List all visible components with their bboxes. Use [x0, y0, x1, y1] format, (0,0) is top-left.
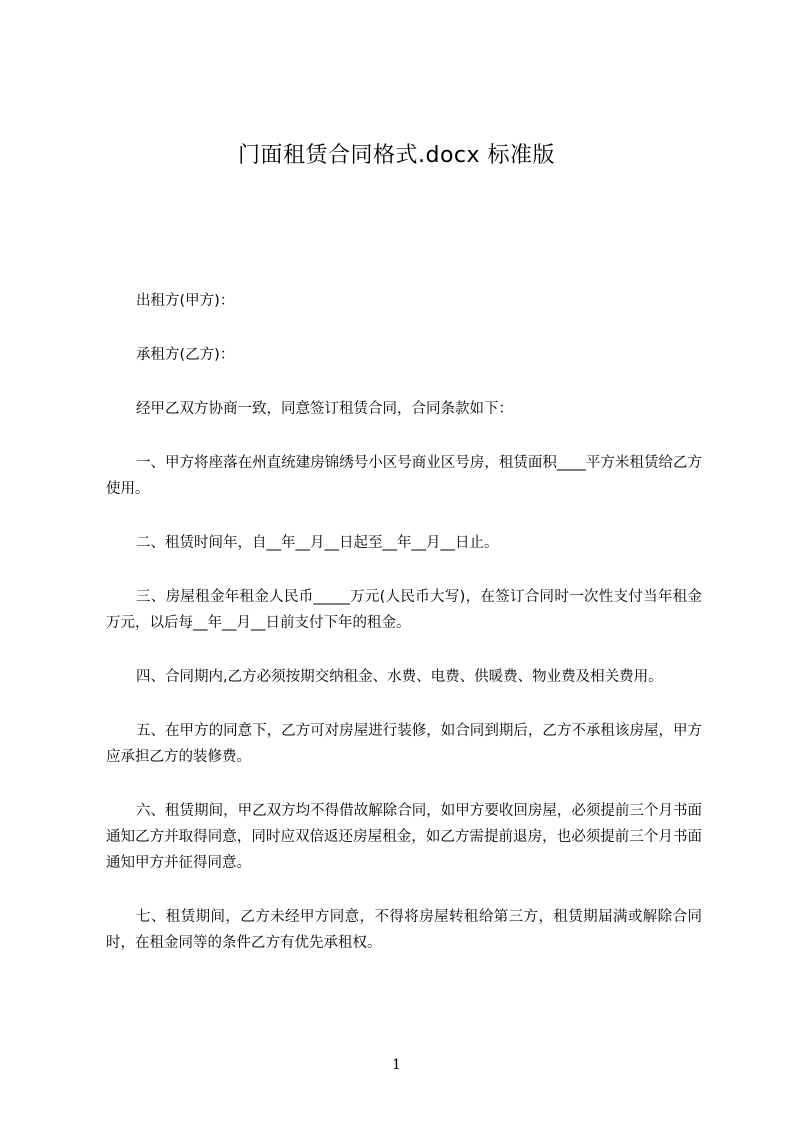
- paragraph-lessor: 出租方(甲方)：: [136, 293, 235, 309]
- paragraph-clause-6: 六、租赁期间，甲乙双方均不得借故解除合同，如甲方要收回房屋，必须提前三个月书面通知乙方并取得同意，同时应双倍返还房屋租金，如乙方需提前退房，也必须提前三个月书面通知甲方并征得同意。: [106, 803, 702, 871]
- page-number: 1: [392, 1057, 401, 1073]
- paragraph-clause-2: 二、租赁时间年，自__年__月__日起至__年__月__日止。: [136, 535, 499, 551]
- paragraph-clause-1: 一、甲方将座落在州直统建房锦绣号小区号商业区号房，租赁面积____平方米租赁给乙方使用。: [106, 455, 702, 497]
- paragraph-clause-3: 三、房屋租金年租金人民币_____万元(人民币大写)，在签订合同时一次性支付当年租金万元，以后每__年__月__日前支付下年的租金。: [106, 589, 702, 631]
- paragraph-preamble: 经甲乙双方协商一致，同意签订租赁合同，合同条款如下：: [136, 401, 513, 417]
- document-body: [106, 288, 702, 984]
- paragraph-clause-5: 五、在甲方的同意下，乙方可对房屋进行装修，如合同到期后，乙方不承租该房屋，甲方应承担乙方的装修费。: [106, 723, 702, 765]
- paragraph-lessee: 承租方(乙方)：: [136, 347, 235, 363]
- paragraph-clause-4: 四、合同期内,乙方必须按期交纳租金、水费、电费、供暖费、物业费及相关费用。: [136, 669, 663, 685]
- document-title: 门面租赁合同格式.docx 标准版: [237, 143, 556, 168]
- paragraph-clause-7: 七、租赁期间，乙方未经甲方同意，不得将房屋转租给第三方，租赁期届满或解除合同时，在租金同等的条件乙方有优先承租权。: [106, 909, 702, 951]
